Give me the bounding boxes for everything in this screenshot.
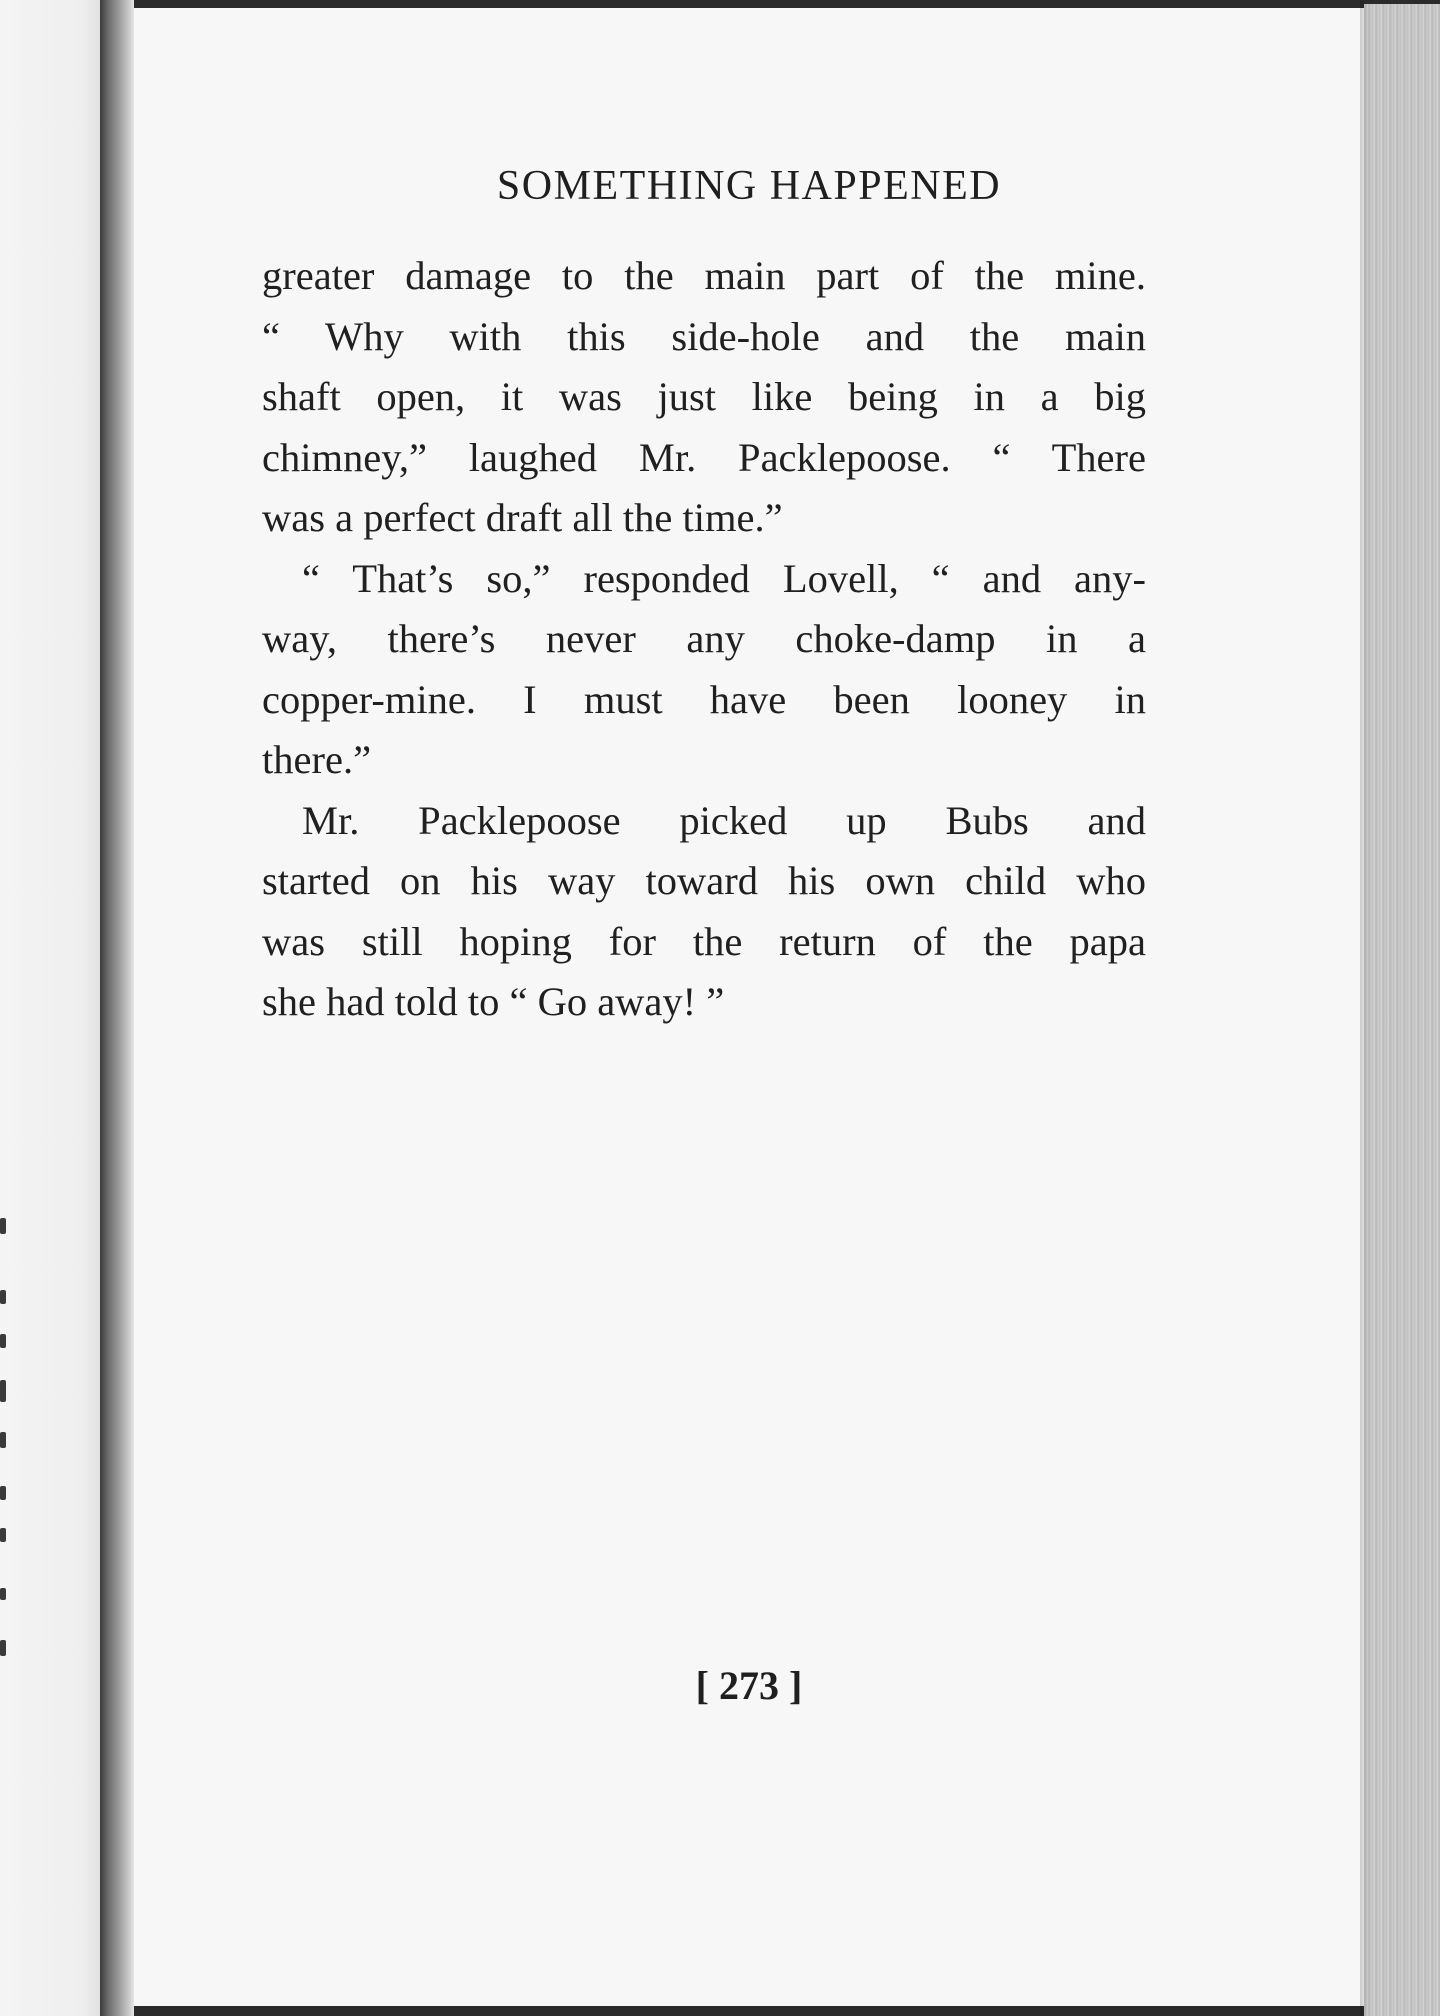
- text-line: way, there’s never any choke-damp in a: [262, 616, 1146, 661]
- text-line: “ Why with this side-hole and the main: [262, 313, 1146, 359]
- text-line: shaft open, it was just like being in a big: [262, 374, 1146, 419]
- text-line: copper-mine. I must have been looney in: [262, 676, 1146, 722]
- previous-page-glyph: [0, 1588, 6, 1600]
- text-line: was still hoping for the return of the papa: [262, 918, 1146, 964]
- text-line: Mr. Packlepoose picked up Bubs and: [302, 797, 1146, 843]
- body-text: [262, 246, 1146, 1033]
- previous-page-glyph: [0, 1432, 6, 1448]
- running-head: SOMETHING HAPPENED: [496, 163, 1002, 209]
- text-line: was a perfect draft all the time.”: [262, 495, 783, 540]
- previous-page-glyph: [0, 1640, 6, 1656]
- text-line: there.”: [262, 737, 372, 782]
- previous-page-glyph: [0, 1486, 6, 1500]
- previous-page-edge: [0, 0, 100, 2016]
- text-line: she had told to “ Go away! ”: [262, 979, 725, 1024]
- previous-page-glyph: [0, 1290, 6, 1304]
- paragraph: [262, 791, 1146, 1033]
- previous-page-glyph: [0, 1380, 6, 1402]
- text-line: chimney,” laughed Mr. Packlepoose. “ There: [262, 434, 1146, 480]
- page-number: [ 273 ]: [695, 1663, 803, 1708]
- page-edges: [1364, 4, 1440, 2016]
- previous-page-glyph: [0, 1528, 6, 1542]
- previous-page-glyph: [0, 1334, 6, 1348]
- page-edge-shadow: [1360, 0, 1370, 2016]
- text-line: started on his way toward his own child who: [262, 858, 1146, 903]
- text-line: “ That’s so,” responded Lovell, “ and any-: [302, 555, 1146, 601]
- book-gutter: [100, 0, 134, 2016]
- previous-page-glyph: [0, 1218, 6, 1234]
- text-line: greater damage to the main part of the mine.: [262, 253, 1146, 298]
- paragraph: [262, 246, 1146, 549]
- paragraph: [262, 549, 1146, 791]
